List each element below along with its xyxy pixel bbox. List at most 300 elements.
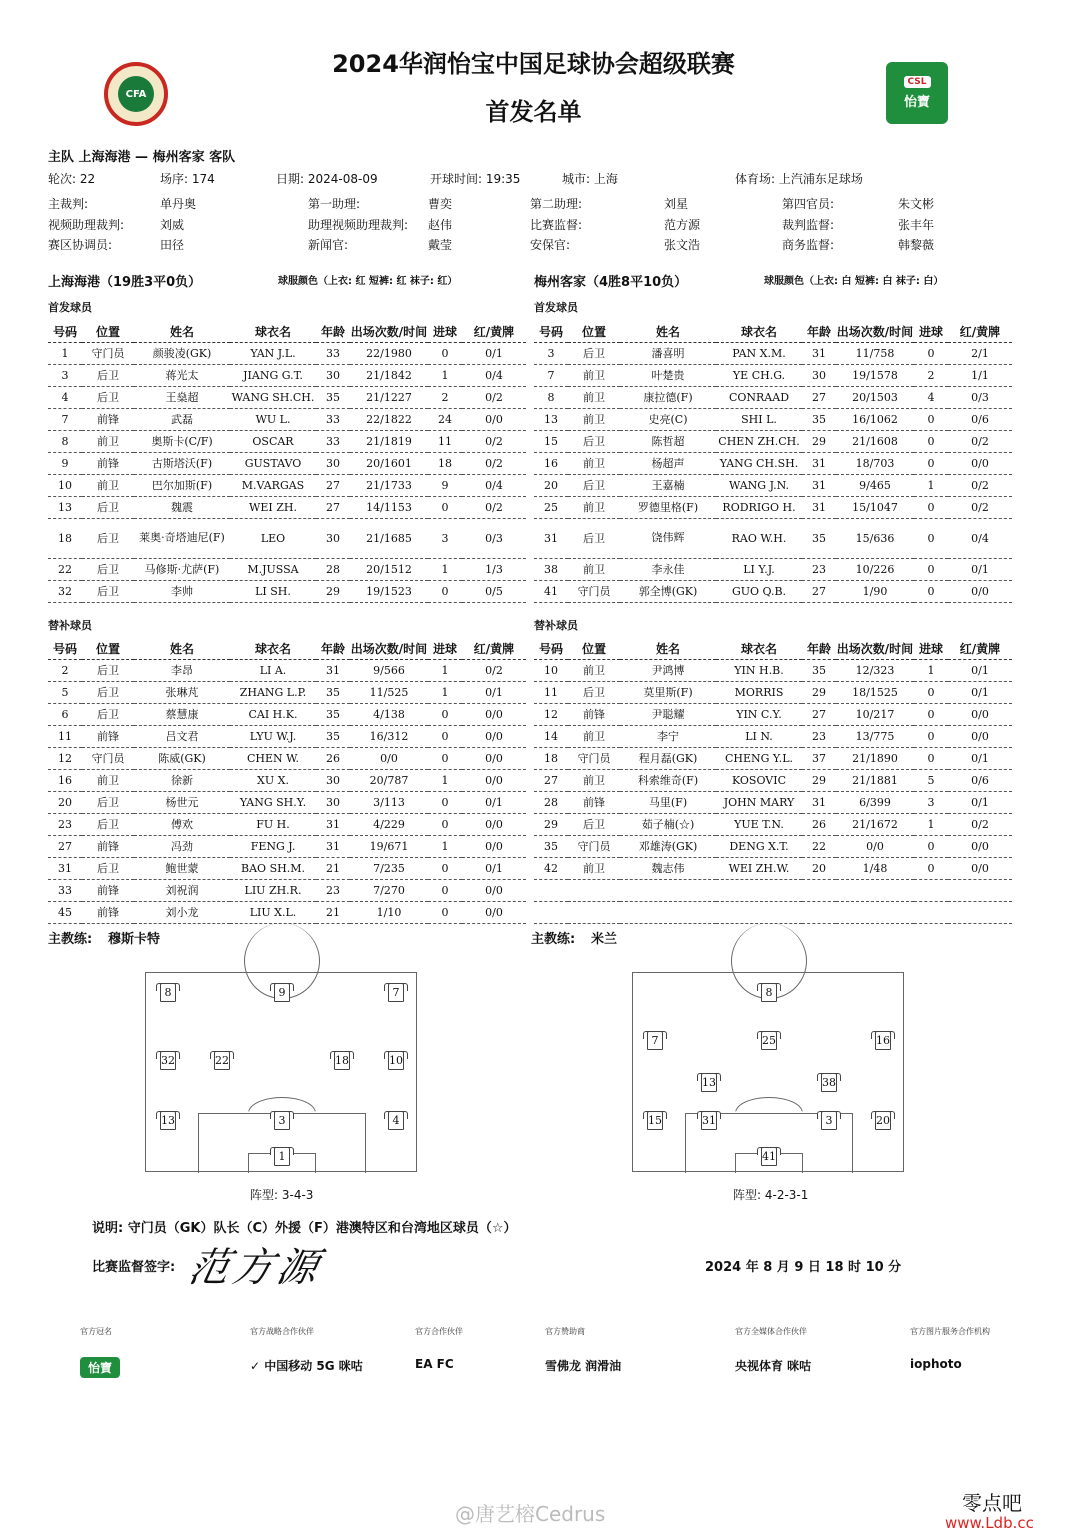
table-cell: 颜骏凌(GK) bbox=[134, 342, 230, 364]
table-cell: 后卫 bbox=[82, 791, 134, 813]
table-cell: FENG J. bbox=[230, 835, 316, 857]
table-cell: 31 bbox=[316, 813, 350, 835]
table-cell: 20/1503 bbox=[836, 386, 914, 408]
table-cell: 1/90 bbox=[836, 580, 914, 602]
csl-logo bbox=[886, 62, 948, 124]
table-cell: 10 bbox=[534, 659, 568, 681]
table-cell: 19/1578 bbox=[836, 364, 914, 386]
table-cell: 31 bbox=[802, 452, 836, 474]
table-cell: 14/1153 bbox=[350, 496, 428, 518]
table-cell: 27 bbox=[534, 769, 568, 791]
table-cell: 0/1 bbox=[462, 857, 526, 879]
table-cell: WANG SH.CH. bbox=[230, 386, 316, 408]
table-header-row bbox=[48, 322, 526, 342]
player-shirt bbox=[817, 1109, 841, 1131]
table-cell: 刘祝润 bbox=[134, 879, 230, 901]
table-cell: 科索维奇(F) bbox=[620, 769, 716, 791]
empty-cell bbox=[716, 901, 802, 923]
away-coach-label: 主教练: bbox=[531, 932, 576, 947]
table-cell: 0 bbox=[914, 430, 948, 452]
table-cell: 28 bbox=[534, 791, 568, 813]
table-row bbox=[48, 364, 526, 386]
table-cell: 后卫 bbox=[568, 813, 620, 835]
table-cell: WANG J.N. bbox=[716, 474, 802, 496]
empty-cell bbox=[948, 901, 1012, 923]
table-cell: 21/1672 bbox=[836, 813, 914, 835]
table-cell: 2 bbox=[914, 364, 948, 386]
table-cell: 刘小龙 bbox=[134, 901, 230, 923]
table-cell: 0 bbox=[914, 703, 948, 725]
table-cell: 0/6 bbox=[948, 408, 1012, 430]
table-row bbox=[534, 791, 1012, 813]
table-cell: 20 bbox=[534, 474, 568, 496]
official-label: 主裁判: bbox=[48, 197, 89, 211]
table-cell: 后卫 bbox=[82, 386, 134, 408]
table-cell: 杨世元 bbox=[134, 791, 230, 813]
table-cell: 27 bbox=[802, 703, 836, 725]
official-value: 张丰年 bbox=[898, 218, 935, 232]
teams-line: 主队 上海海港 — 梅州客家 客队 bbox=[48, 150, 236, 165]
table-row bbox=[48, 558, 526, 580]
table-cell: 20 bbox=[48, 791, 82, 813]
home-subs-table bbox=[48, 639, 526, 924]
table-cell: 16 bbox=[48, 769, 82, 791]
player-shirt bbox=[156, 1109, 180, 1131]
shirt-number: 8 bbox=[164, 986, 172, 999]
table-cell: CHEN ZH.CH. bbox=[716, 430, 802, 452]
table-cell: 21/1685 bbox=[350, 518, 428, 558]
table-cell: 1 bbox=[914, 659, 948, 681]
table-cell: 前锋 bbox=[82, 901, 134, 923]
official-label: 商务监督: bbox=[782, 238, 835, 252]
official-value: 朱文彬 bbox=[898, 197, 935, 211]
official-value: 田径 bbox=[160, 238, 185, 252]
table-cell: 0/1 bbox=[462, 681, 526, 703]
table-cell: 0 bbox=[428, 496, 462, 518]
table-cell: 0 bbox=[914, 681, 948, 703]
column-header: 红/黄牌 bbox=[462, 639, 526, 659]
table-cell: 0 bbox=[914, 580, 948, 602]
table-cell: 18 bbox=[534, 747, 568, 769]
official-label: 视频助理裁判: bbox=[48, 218, 125, 232]
player-shirt bbox=[210, 1049, 234, 1071]
away-formation-pitch bbox=[632, 972, 904, 1172]
home-starters-label: 首发球员 bbox=[48, 301, 92, 314]
column-header: 红/黄牌 bbox=[948, 639, 1012, 659]
table-cell: LIU ZH.R. bbox=[230, 879, 316, 901]
table-row bbox=[48, 747, 526, 769]
table-row bbox=[534, 342, 1012, 364]
table-cell: GUSTAVO bbox=[230, 452, 316, 474]
table-row bbox=[48, 703, 526, 725]
table-cell: 前卫 bbox=[568, 857, 620, 879]
table-cell: 0 bbox=[914, 408, 948, 430]
table-cell: 16/1062 bbox=[836, 408, 914, 430]
official-label: 比赛监督: bbox=[530, 218, 583, 232]
player-shirt bbox=[384, 1109, 408, 1131]
table-cell: LI N. bbox=[716, 725, 802, 747]
table-cell: 0/0 bbox=[462, 408, 526, 430]
table-cell: 守门员 bbox=[568, 580, 620, 602]
official-label: 裁判监督: bbox=[782, 218, 835, 232]
table-cell: 35 bbox=[802, 408, 836, 430]
table-cell: 5 bbox=[914, 769, 948, 791]
table-cell: 吕文君 bbox=[134, 725, 230, 747]
table-cell: 7 bbox=[534, 364, 568, 386]
table-row bbox=[48, 813, 526, 835]
table-cell: 后卫 bbox=[568, 430, 620, 452]
official-value: 赵伟 bbox=[428, 218, 453, 232]
table-cell: 13 bbox=[48, 496, 82, 518]
table-cell: 6/399 bbox=[836, 791, 914, 813]
column-header: 位置 bbox=[82, 639, 134, 659]
table-cell: 1 bbox=[428, 769, 462, 791]
table-cell: 31 bbox=[316, 835, 350, 857]
table-cell: 27 bbox=[802, 386, 836, 408]
table-cell: 0/1 bbox=[948, 659, 1012, 681]
table-cell: M.JUSSA bbox=[230, 558, 316, 580]
table-cell: 41 bbox=[534, 580, 568, 602]
table-cell: 0/0 bbox=[350, 747, 428, 769]
table-cell: 后卫 bbox=[82, 496, 134, 518]
table-cell: 8 bbox=[534, 386, 568, 408]
table-cell: 潘喜明 bbox=[620, 342, 716, 364]
table-cell: 13 bbox=[534, 408, 568, 430]
table-cell: 33 bbox=[48, 879, 82, 901]
table-row bbox=[534, 452, 1012, 474]
official-label: 新闻官: bbox=[308, 238, 349, 252]
column-header: 位置 bbox=[568, 322, 620, 342]
table-cell: OSCAR bbox=[230, 430, 316, 452]
table-cell: 0/0 bbox=[948, 725, 1012, 747]
table-cell: 35 bbox=[316, 703, 350, 725]
column-header: 球衣名 bbox=[716, 639, 802, 659]
empty-cell bbox=[534, 901, 568, 923]
table-cell: 0/0 bbox=[948, 452, 1012, 474]
shirt-number: 25 bbox=[762, 1034, 776, 1047]
table-cell: 0/0 bbox=[462, 747, 526, 769]
table-cell: 21/1881 bbox=[836, 769, 914, 791]
away-subs-label: 替补球员 bbox=[534, 619, 578, 632]
table-cell: 前锋 bbox=[82, 879, 134, 901]
table-cell: 16/312 bbox=[350, 725, 428, 747]
table-cell: 11 bbox=[534, 681, 568, 703]
shirt-number: 3 bbox=[278, 1114, 286, 1127]
table-cell: MORRIS bbox=[716, 681, 802, 703]
official-value: 单丹奥 bbox=[160, 197, 197, 211]
player-shirt bbox=[270, 1145, 294, 1167]
table-cell: 29 bbox=[802, 681, 836, 703]
table-cell: 0 bbox=[914, 857, 948, 879]
table-cell: PAN X.M. bbox=[716, 342, 802, 364]
site-mark: 零点吧 bbox=[962, 1491, 1022, 1515]
table-cell: WEI ZH.W. bbox=[716, 857, 802, 879]
table-cell: YIN H.B. bbox=[716, 659, 802, 681]
table-cell: 0 bbox=[428, 703, 462, 725]
round: 轮次: 22 bbox=[48, 172, 96, 186]
shirt-number: 9 bbox=[278, 986, 286, 999]
table-cell: 康拉德(F) bbox=[620, 386, 716, 408]
table-cell: 1/3 bbox=[462, 558, 526, 580]
column-header: 号码 bbox=[534, 639, 568, 659]
home-coach-label: 主教练: bbox=[48, 932, 93, 947]
table-cell: 史亮(C) bbox=[620, 408, 716, 430]
table-cell: 古斯塔沃(F) bbox=[134, 452, 230, 474]
sponsor-category: 官方战略合作伙伴 bbox=[250, 1327, 314, 1336]
table-cell: 0/0 bbox=[948, 835, 1012, 857]
table-cell: 20 bbox=[802, 857, 836, 879]
table-cell: CHEN W. bbox=[230, 747, 316, 769]
table-cell: WEI ZH. bbox=[230, 496, 316, 518]
table-cell: LEO bbox=[230, 518, 316, 558]
sponsor-category: 官方冠名 bbox=[80, 1327, 112, 1336]
sponsor-logo: 央视体育 咪咕 bbox=[735, 1359, 812, 1373]
table-cell: 18 bbox=[428, 452, 462, 474]
player-shirt bbox=[270, 981, 294, 1003]
table-cell: 1 bbox=[428, 835, 462, 857]
table-row bbox=[534, 747, 1012, 769]
table-row bbox=[534, 408, 1012, 430]
table-cell: 22/1822 bbox=[350, 408, 428, 430]
official-label: 第四官员: bbox=[782, 197, 835, 211]
away-formation: 阵型: 4-2-3-1 bbox=[733, 1188, 809, 1202]
table-cell: 45 bbox=[48, 901, 82, 923]
player-shirt bbox=[330, 1049, 354, 1071]
player-shirt bbox=[817, 1071, 841, 1093]
official-label: 第一助理: bbox=[308, 197, 361, 211]
table-cell: JOHN MARY bbox=[716, 791, 802, 813]
table-cell: 1 bbox=[428, 558, 462, 580]
table-cell: 23 bbox=[316, 879, 350, 901]
table-row bbox=[534, 769, 1012, 791]
table-cell: 7 bbox=[48, 408, 82, 430]
table-cell: 1 bbox=[428, 659, 462, 681]
empty-cell bbox=[534, 879, 568, 901]
table-cell: 前卫 bbox=[568, 452, 620, 474]
empty-row bbox=[534, 879, 1012, 901]
table-cell: 21/1608 bbox=[836, 430, 914, 452]
table-cell: 0 bbox=[428, 747, 462, 769]
shirt-number: 7 bbox=[392, 986, 400, 999]
sponsor-category: 官方全媒体合作伙伴 bbox=[735, 1327, 807, 1336]
table-cell: 31 bbox=[802, 791, 836, 813]
table-cell: 前锋 bbox=[82, 452, 134, 474]
table-cell: YANG CH.SH. bbox=[716, 452, 802, 474]
table-row bbox=[534, 386, 1012, 408]
table-cell: 后卫 bbox=[568, 681, 620, 703]
table-cell: 前卫 bbox=[568, 386, 620, 408]
table-cell: 15/1047 bbox=[836, 496, 914, 518]
empty-cell bbox=[914, 879, 948, 901]
table-cell: 3 bbox=[428, 518, 462, 558]
table-row bbox=[48, 580, 526, 602]
table-cell: 42 bbox=[534, 857, 568, 879]
table-cell: 0 bbox=[428, 857, 462, 879]
table-cell: 守门员 bbox=[82, 342, 134, 364]
shirt-number: 13 bbox=[161, 1114, 175, 1127]
table-cell: 8 bbox=[48, 430, 82, 452]
table-cell: 15 bbox=[534, 430, 568, 452]
column-header: 出场次数/时间 bbox=[350, 322, 428, 342]
table-cell: 马修斯·尤萨(F) bbox=[134, 558, 230, 580]
table-row bbox=[48, 857, 526, 879]
table-cell: 9/465 bbox=[836, 474, 914, 496]
table-cell: 21/1819 bbox=[350, 430, 428, 452]
table-cell: 0/2 bbox=[462, 452, 526, 474]
table-cell: 30 bbox=[316, 769, 350, 791]
column-header: 球衣名 bbox=[716, 322, 802, 342]
table-cell: 35 bbox=[316, 386, 350, 408]
table-cell: 1 bbox=[48, 342, 82, 364]
table-cell: 12 bbox=[48, 747, 82, 769]
column-header: 姓名 bbox=[620, 639, 716, 659]
table-cell: 28 bbox=[316, 558, 350, 580]
table-cell: 前卫 bbox=[568, 725, 620, 747]
official-value: 张文浩 bbox=[664, 238, 701, 252]
table-row bbox=[48, 452, 526, 474]
table-cell: 0/2 bbox=[462, 496, 526, 518]
table-cell: 0/2 bbox=[462, 659, 526, 681]
table-cell: 饶伟辉 bbox=[620, 518, 716, 558]
away-team-name: 梅州客家（4胜8平10负） bbox=[534, 275, 688, 290]
site-url: www.Ldb.cc bbox=[945, 1514, 1034, 1532]
table-cell: 20/1601 bbox=[350, 452, 428, 474]
official-value: 范方源 bbox=[664, 218, 701, 232]
table-cell: 魏志伟 bbox=[620, 857, 716, 879]
city: 城市: 上海 bbox=[562, 172, 618, 186]
table-cell: 0/0 bbox=[836, 835, 914, 857]
table-cell: 前锋 bbox=[568, 703, 620, 725]
table-cell: 李帅 bbox=[134, 580, 230, 602]
table-cell: 0/1 bbox=[948, 791, 1012, 813]
table-cell: 后卫 bbox=[82, 558, 134, 580]
table-cell: 0 bbox=[914, 342, 948, 364]
table-cell: 22/1980 bbox=[350, 342, 428, 364]
official-label: 安保官: bbox=[530, 238, 571, 252]
table-cell: 前卫 bbox=[82, 474, 134, 496]
empty-cell bbox=[620, 879, 716, 901]
column-header: 号码 bbox=[534, 322, 568, 342]
table-row bbox=[534, 558, 1012, 580]
table-cell: 5 bbox=[48, 681, 82, 703]
column-header: 出场次数/时间 bbox=[350, 639, 428, 659]
table-cell: 守门员 bbox=[568, 747, 620, 769]
table-cell: 27 bbox=[316, 496, 350, 518]
shirt-number: 13 bbox=[702, 1076, 716, 1089]
player-shirt bbox=[384, 1049, 408, 1071]
table-cell: 1/10 bbox=[350, 901, 428, 923]
column-header: 球衣名 bbox=[230, 322, 316, 342]
table-cell: 11/758 bbox=[836, 342, 914, 364]
table-cell: LI A. bbox=[230, 659, 316, 681]
table-cell: 30 bbox=[316, 518, 350, 558]
table-cell: 程月磊(GK) bbox=[620, 747, 716, 769]
table-cell: 冯劲 bbox=[134, 835, 230, 857]
table-cell: 0/2 bbox=[948, 813, 1012, 835]
table-cell: YAN J.L. bbox=[230, 342, 316, 364]
table-row bbox=[534, 364, 1012, 386]
player-shirt bbox=[384, 981, 408, 1003]
table-cell: 蒋光太 bbox=[134, 364, 230, 386]
table-cell: 27 bbox=[316, 474, 350, 496]
table-cell: 0 bbox=[428, 879, 462, 901]
table-cell: 0/3 bbox=[948, 386, 1012, 408]
table-cell: 7/235 bbox=[350, 857, 428, 879]
table-cell: YANG SH.Y. bbox=[230, 791, 316, 813]
home-starters-table bbox=[48, 322, 526, 603]
table-cell: 张琳芃 bbox=[134, 681, 230, 703]
table-cell: 27 bbox=[48, 835, 82, 857]
table-cell: WU L. bbox=[230, 408, 316, 430]
table-cell: 尹鸿博 bbox=[620, 659, 716, 681]
table-cell: 邓雄涛(GK) bbox=[620, 835, 716, 857]
table-row bbox=[534, 474, 1012, 496]
table-cell: 莫里斯(F) bbox=[620, 681, 716, 703]
table-cell: 0/1 bbox=[948, 558, 1012, 580]
table-row bbox=[534, 681, 1012, 703]
column-header: 号码 bbox=[48, 639, 82, 659]
table-cell: 前卫 bbox=[568, 659, 620, 681]
table-cell: 29 bbox=[802, 769, 836, 791]
table-row bbox=[534, 725, 1012, 747]
match-date: 日期: 2024-08-09 bbox=[276, 172, 378, 186]
table-cell: 0/6 bbox=[948, 769, 1012, 791]
table-row bbox=[48, 518, 526, 558]
table-cell: 29 bbox=[316, 580, 350, 602]
table-cell: 后卫 bbox=[82, 580, 134, 602]
table-row bbox=[48, 659, 526, 681]
shirt-number: 3 bbox=[825, 1114, 833, 1127]
table-row bbox=[48, 408, 526, 430]
table-cell: 后卫 bbox=[82, 659, 134, 681]
player-shirt bbox=[871, 1109, 895, 1131]
table-cell: 0/1 bbox=[462, 791, 526, 813]
table-cell: 0/5 bbox=[462, 580, 526, 602]
official-label: 赛区协调员: bbox=[48, 238, 113, 252]
table-cell: 1 bbox=[914, 813, 948, 835]
table-cell: 6 bbox=[48, 703, 82, 725]
table-cell: 0/2 bbox=[948, 474, 1012, 496]
table-cell: 前锋 bbox=[82, 835, 134, 857]
sponsor-category: 官方赞助商 bbox=[545, 1327, 585, 1336]
empty-cell bbox=[802, 901, 836, 923]
table-cell: SHI L. bbox=[716, 408, 802, 430]
table-cell: 31 bbox=[802, 342, 836, 364]
table-cell: 1/48 bbox=[836, 857, 914, 879]
home-coach: 穆斯卡特 bbox=[108, 932, 161, 947]
shirt-number: 4 bbox=[392, 1114, 400, 1127]
table-row bbox=[48, 791, 526, 813]
table-cell: 李永佳 bbox=[620, 558, 716, 580]
table-cell: 9 bbox=[48, 452, 82, 474]
table-row bbox=[48, 879, 526, 901]
table-cell: 后卫 bbox=[82, 681, 134, 703]
table-cell: CONRAAD bbox=[716, 386, 802, 408]
table-cell: 4/138 bbox=[350, 703, 428, 725]
table-cell: 35 bbox=[534, 835, 568, 857]
table-cell: 3 bbox=[914, 791, 948, 813]
official-label: 助理视频助理裁判: bbox=[308, 218, 409, 232]
table-cell: 21/1890 bbox=[836, 747, 914, 769]
table-cell: 0/0 bbox=[462, 813, 526, 835]
table-cell: XU X. bbox=[230, 769, 316, 791]
table-cell: 魏震 bbox=[134, 496, 230, 518]
column-header: 姓名 bbox=[134, 322, 230, 342]
home-team-name: 上海海港（19胜3平0负） bbox=[48, 275, 202, 290]
table-cell: 9 bbox=[428, 474, 462, 496]
table-header-row bbox=[534, 639, 1012, 659]
table-cell: 0 bbox=[428, 813, 462, 835]
